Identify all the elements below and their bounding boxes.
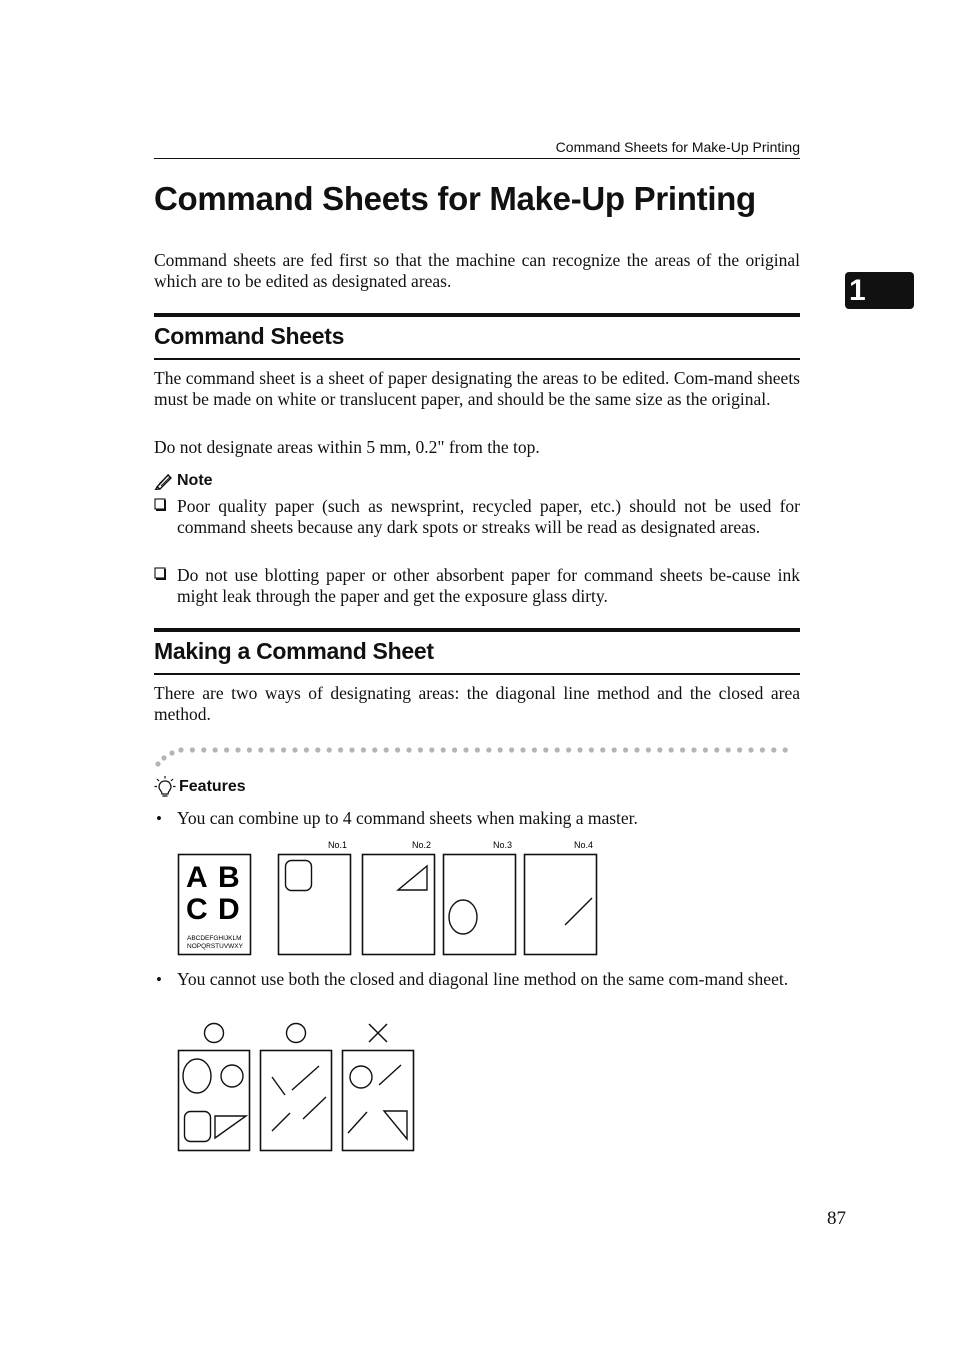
intro-paragraph: Command sheets are fed first so that the machine can recognize the areas of the original which are to be edited as designated areas. xyxy=(154,250,800,291)
checkbox-icon xyxy=(154,565,174,586)
section-rule-top xyxy=(154,628,800,632)
original-letter: B xyxy=(218,861,240,894)
separator-dot xyxy=(783,747,788,752)
method-combination-figure xyxy=(170,1018,430,1158)
top-margin-paragraph: Do not designate areas within 5 mm, 0.2" from the top. xyxy=(154,437,540,457)
separator-dot xyxy=(463,747,468,752)
features-label: Features xyxy=(179,778,246,795)
sheet-label: No.2 xyxy=(412,840,432,850)
separator-dot xyxy=(418,747,423,752)
note-text: Poor quality paper (such as newsprint, recycled paper, etc.) should not be used for command sheets because any dark spots or streaks will be read as designated areas. xyxy=(177,496,800,537)
separator-dot xyxy=(361,747,366,752)
original-letter: A xyxy=(186,861,208,894)
ok-mark-circle-icon xyxy=(205,1024,224,1043)
separator-dot xyxy=(201,747,206,752)
pencil-icon xyxy=(154,472,174,490)
separator-dot xyxy=(452,747,457,752)
sheet-label: No.4 xyxy=(574,840,594,850)
running-header: Command Sheets for Make-Up Printing xyxy=(555,139,800,155)
command-sheet-1 xyxy=(279,855,351,955)
bullet-item xyxy=(154,808,800,829)
separator-dot xyxy=(247,747,252,752)
bullet-dot: • xyxy=(156,809,162,828)
separator-dot xyxy=(634,747,639,752)
page-title: Command Sheets for Make-Up Printing xyxy=(154,180,756,217)
chapter-tab: 1 xyxy=(845,272,914,309)
separator-dot xyxy=(680,747,685,752)
separator-dot xyxy=(338,747,343,752)
note-label: Note xyxy=(177,472,213,489)
separator-dot xyxy=(292,747,297,752)
separator-dot xyxy=(155,761,160,766)
separator-dot xyxy=(543,747,548,752)
command-sheet-3 xyxy=(444,855,516,955)
separator-dot xyxy=(726,747,731,752)
original-small-text: NOPQRSTUVWXY xyxy=(187,943,243,950)
separator-dot xyxy=(498,747,503,752)
section-heading-command-sheets: Command Sheets xyxy=(154,323,345,349)
page-number: 87 xyxy=(827,1208,846,1229)
separator-dot xyxy=(748,747,753,752)
separator-dot xyxy=(281,747,286,752)
separator-dot xyxy=(304,747,309,752)
mixed-method-sheet xyxy=(343,1051,414,1151)
header-rule xyxy=(154,158,800,159)
bullet-text: You can combine up to 4 command sheets when making a master. xyxy=(177,808,638,828)
note-item xyxy=(154,496,800,538)
original-sheet xyxy=(179,855,251,955)
separator-dot xyxy=(475,747,480,752)
separator-dot xyxy=(384,747,389,752)
command-sheet-paragraph: The command sheet is a sheet of paper designating the areas to be edited. Com-mand sheets must be made on white or translucent paper, and should be the same size as the original. xyxy=(154,368,800,409)
light-bulb-icon xyxy=(154,775,176,799)
separator-dot xyxy=(213,747,218,752)
closed-area-sheet xyxy=(179,1051,250,1151)
separator-dot xyxy=(771,747,776,752)
note-text: Do not use blotting paper or other absorbent paper for command sheets be-cause ink might leak through the paper and get the exposure glass dirty. xyxy=(177,565,800,606)
separator-dot xyxy=(190,747,195,752)
separator-dot xyxy=(760,747,765,752)
separator-dot xyxy=(406,747,411,752)
separator-dot xyxy=(486,747,491,752)
separator-dot xyxy=(623,747,628,752)
separator-dot xyxy=(646,747,651,752)
sheet-label: No.3 xyxy=(493,840,513,850)
command-sheets-figure xyxy=(170,836,610,960)
separator-dot xyxy=(372,747,377,752)
separator-dot xyxy=(691,747,696,752)
original-letter: D xyxy=(218,893,240,926)
separator-dot xyxy=(327,747,332,752)
separator-dot xyxy=(577,747,582,752)
section-rule-bottom xyxy=(154,673,800,675)
note-item xyxy=(154,565,800,607)
separator-dot xyxy=(532,747,537,752)
separator-dot xyxy=(235,747,240,752)
command-sheet-2 xyxy=(363,855,435,955)
separator-dot xyxy=(429,747,434,752)
separator-dot xyxy=(555,747,560,752)
separator-dot xyxy=(441,747,446,752)
ok-mark-circle-icon xyxy=(287,1024,306,1043)
separator-dot xyxy=(589,747,594,752)
separator-dot xyxy=(714,747,719,752)
bullet-text: You cannot use both the closed and diagonal line method on the same com-mand sheet. xyxy=(177,969,789,989)
separator-dot xyxy=(600,747,605,752)
bullet-dot: • xyxy=(156,970,162,989)
separator-dot xyxy=(669,747,674,752)
separator-dot xyxy=(612,747,617,752)
diagonal-line-sheet xyxy=(261,1051,332,1151)
separator-dot xyxy=(657,747,662,752)
separator-dot xyxy=(566,747,571,752)
separator-dot xyxy=(349,747,354,752)
separator-dot xyxy=(161,755,166,760)
separator-dot xyxy=(169,750,174,755)
separator-dot xyxy=(520,747,525,752)
command-sheet-4 xyxy=(525,855,597,955)
separator-dot xyxy=(224,747,229,752)
separator-dot xyxy=(178,747,183,752)
separator-dot xyxy=(315,747,320,752)
separator-dot xyxy=(395,747,400,752)
section-heading-making: Making a Command Sheet xyxy=(154,638,434,664)
ng-mark-cross-icon xyxy=(369,1024,387,1042)
section-rule-bottom xyxy=(154,358,800,360)
note-label-row xyxy=(154,472,213,490)
features-label-row xyxy=(154,775,246,799)
making-paragraph: There are two ways of designating areas: the diagonal line method and the closed area method. xyxy=(154,683,800,724)
original-small-text: ABCDEFGHIJKLM xyxy=(187,935,242,942)
checkbox-icon xyxy=(154,496,174,517)
separator-dot xyxy=(509,747,514,752)
original-letter: C xyxy=(186,893,208,926)
separator-dot xyxy=(270,747,275,752)
bullet-item xyxy=(154,969,800,990)
section-rule-top xyxy=(154,313,800,317)
separator-dot xyxy=(703,747,708,752)
separator-dot xyxy=(258,747,263,752)
separator-dot xyxy=(737,747,742,752)
dotted-separator xyxy=(155,742,800,770)
sheet-label: No.1 xyxy=(328,840,348,850)
